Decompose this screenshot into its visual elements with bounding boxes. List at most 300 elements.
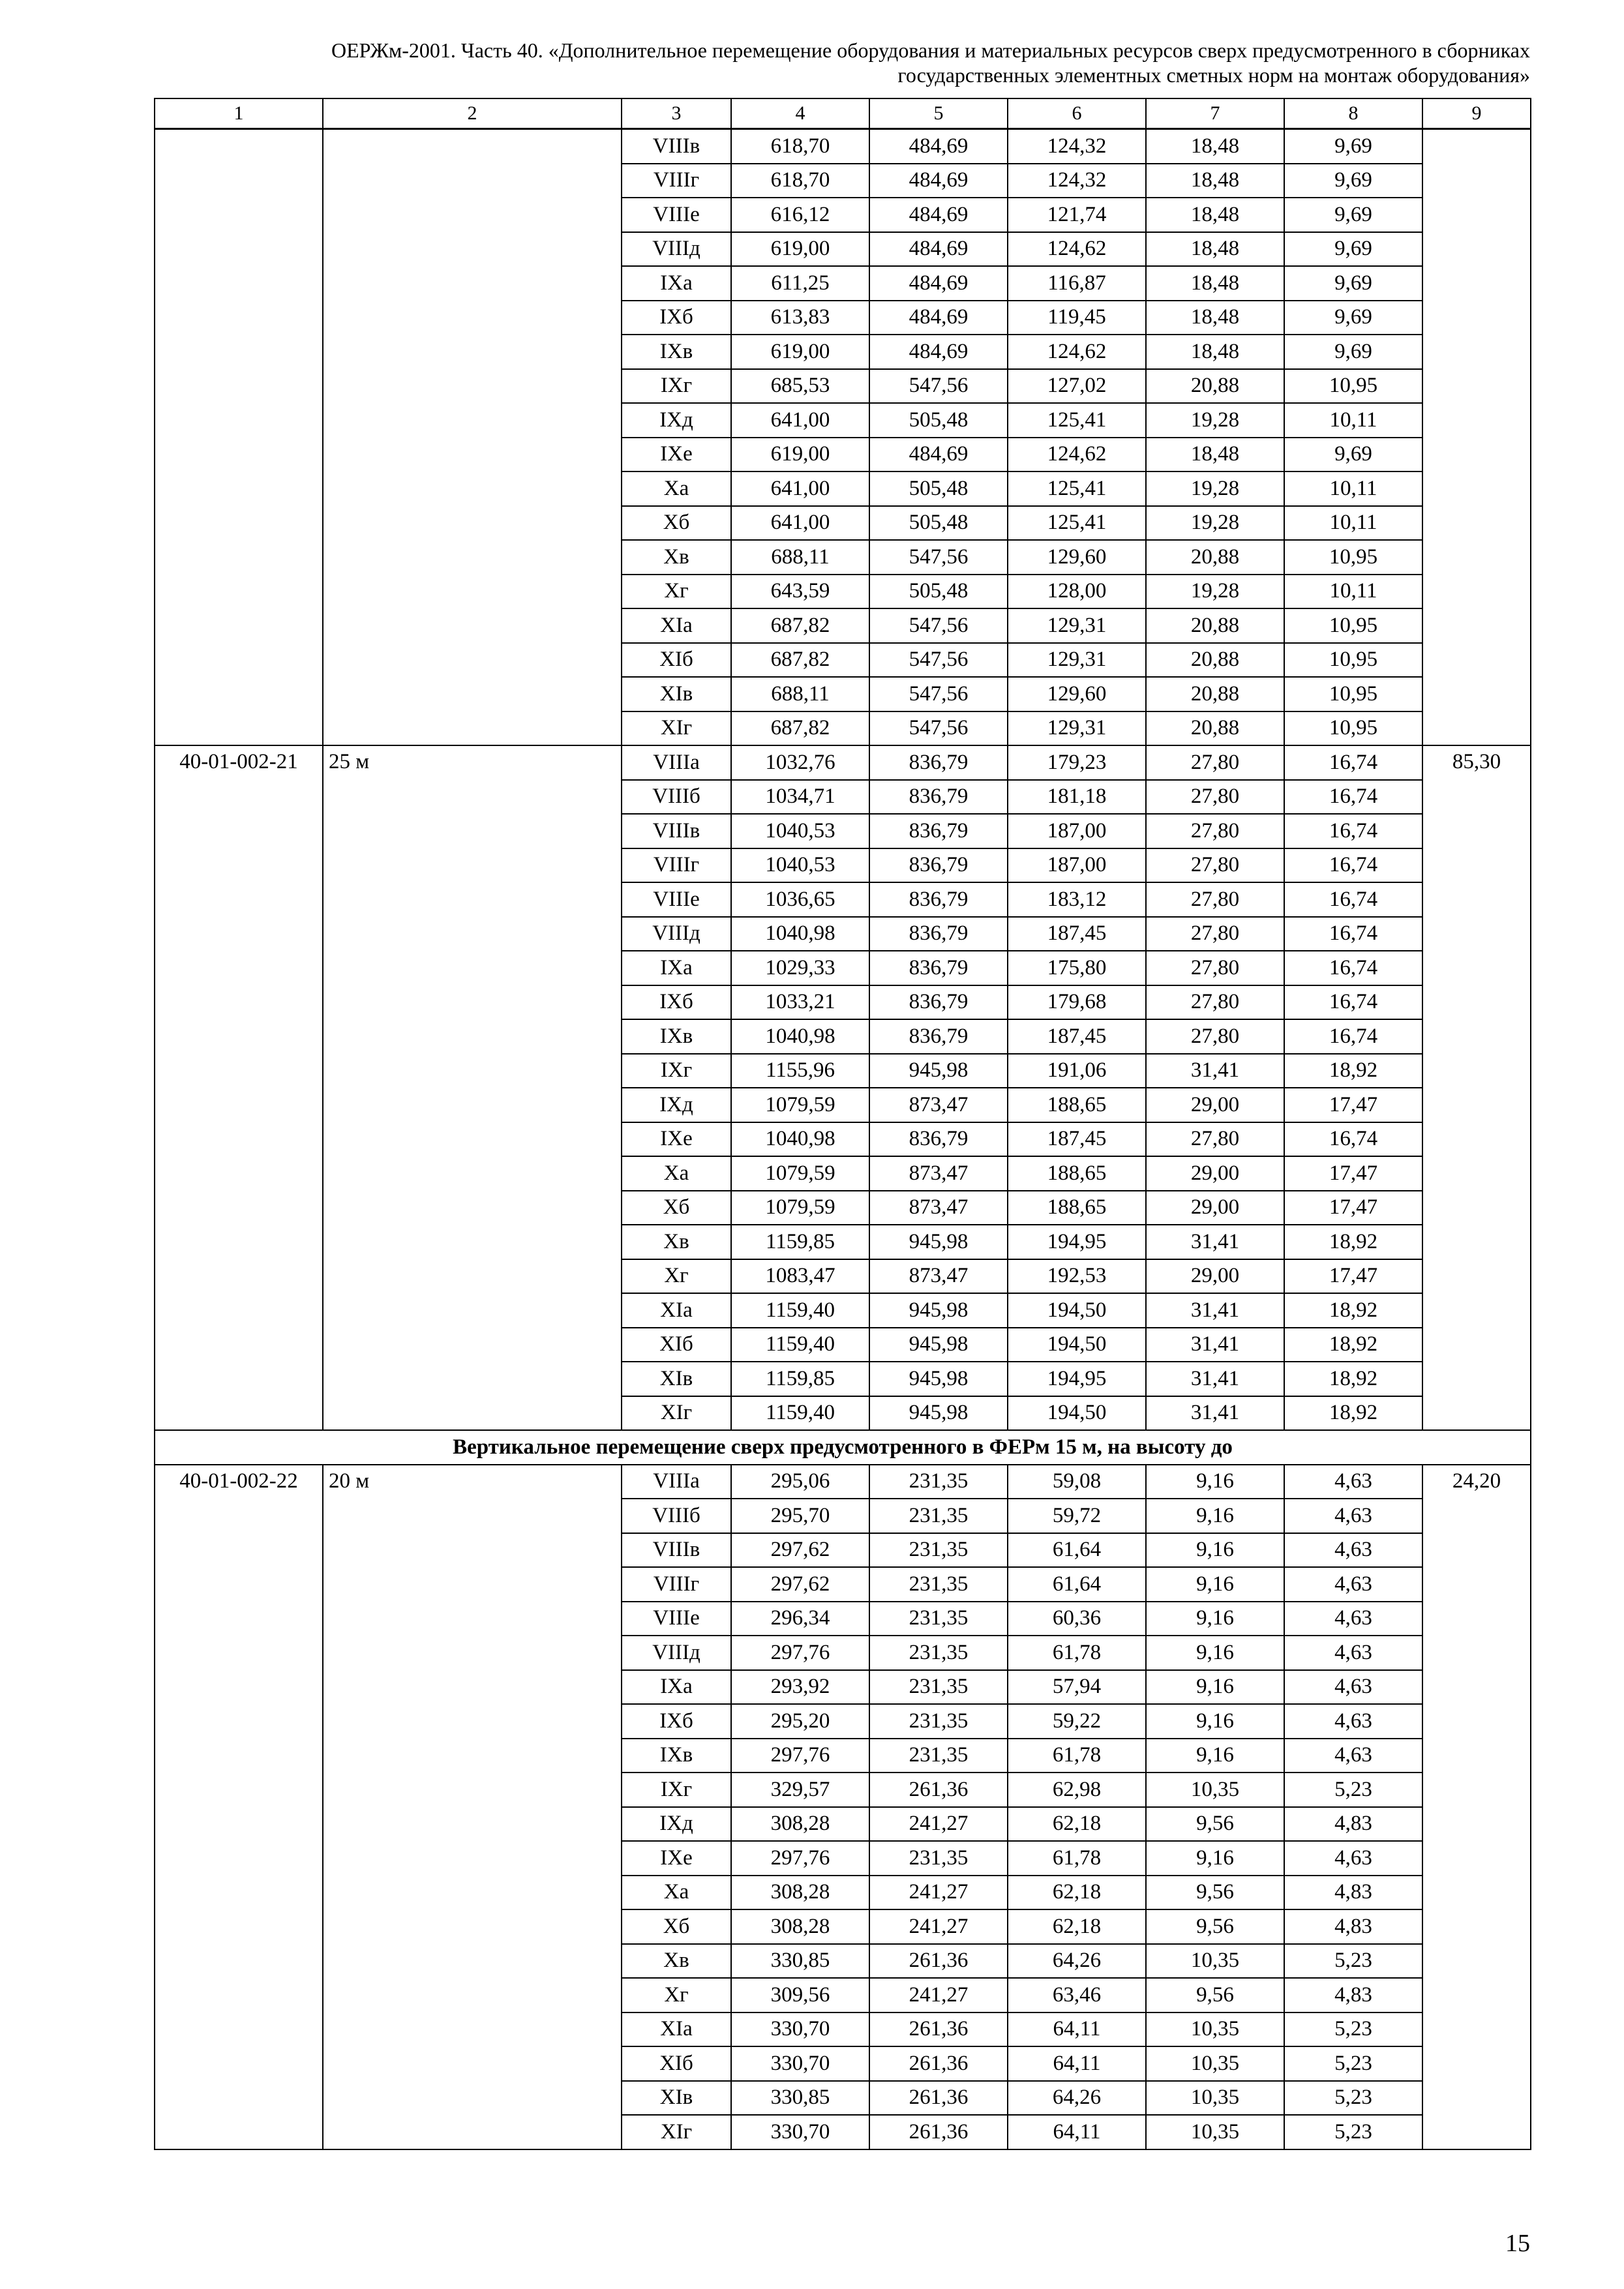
materials-cell: 16,74 [1284,1122,1422,1157]
materials-cell: 5,23 [1284,2046,1422,2081]
machinist-wages-cell: 31,41 [1146,1054,1284,1088]
machinist-wages-cell: 20,88 [1146,711,1284,746]
total-cost-cell: 643,59 [731,575,869,609]
category-cell: Xа [622,1156,731,1191]
total-cost-cell: 641,00 [731,471,869,506]
page-number: 15 [1505,2230,1530,2257]
category-cell: VIIIд [622,1636,731,1670]
total-cost-cell: 308,28 [731,1876,869,1910]
wages-cell: 505,48 [869,575,1008,609]
machinist-wages-cell: 27,80 [1146,745,1284,780]
machinist-wages-cell: 29,00 [1146,1156,1284,1191]
total-cost-cell: 296,34 [731,1602,869,1636]
code-cell: 40-01-002-21 [155,745,323,1430]
machinery-cell: 191,06 [1008,1054,1146,1088]
materials-cell: 4,63 [1284,1602,1422,1636]
wages-cell: 231,35 [869,1567,1008,1602]
wages-cell: 547,56 [869,369,1008,404]
header-line-1: ОЕРЖм-2001. Часть 40. «Дополнительное перемещение оборудования и материальных ресурсов сверх предусмотренного в сборниках [331,38,1530,62]
materials-cell: 9,69 [1284,232,1422,267]
machinery-cell: 187,00 [1008,814,1146,848]
column-number: 3 [622,98,731,129]
wages-cell: 241,27 [869,1876,1008,1910]
machinery-cell: 187,00 [1008,848,1146,883]
extra-cell [1422,129,1531,746]
category-cell: XIг [622,711,731,746]
machinery-cell: 188,65 [1008,1191,1146,1225]
machinery-cell: 64,11 [1008,2115,1146,2149]
total-cost-cell: 1079,59 [731,1156,869,1191]
total-cost-cell: 295,70 [731,1499,869,1533]
machinery-cell: 194,50 [1008,1293,1146,1328]
total-cost-cell: 685,53 [731,369,869,404]
wages-cell: 484,69 [869,232,1008,267]
machinist-wages-cell: 9,16 [1146,1567,1284,1602]
total-cost-cell: 618,70 [731,129,869,164]
machinist-wages-cell: 19,28 [1146,506,1284,541]
machinery-cell: 124,62 [1008,232,1146,267]
materials-cell: 18,92 [1284,1362,1422,1396]
total-cost-cell: 618,70 [731,164,869,198]
total-cost-cell: 297,62 [731,1567,869,1602]
category-cell: VIIIд [622,232,731,267]
machinist-wages-cell: 27,80 [1146,951,1284,985]
total-cost-cell: 330,70 [731,2012,869,2047]
materials-cell: 10,11 [1284,403,1422,438]
total-cost-cell: 293,92 [731,1670,869,1705]
category-cell: XIб [622,643,731,678]
height-cell: 20 м [323,1465,622,2149]
machinery-cell: 125,41 [1008,471,1146,506]
category-cell: IXг [622,1773,731,1807]
machinist-wages-cell: 9,16 [1146,1465,1284,1499]
wages-cell: 547,56 [869,643,1008,678]
total-cost-cell: 687,82 [731,643,869,678]
machinery-cell: 62,98 [1008,1773,1146,1807]
machinist-wages-cell: 9,56 [1146,1978,1284,2012]
machinery-cell: 127,02 [1008,369,1146,404]
height-cell [323,129,622,746]
materials-cell: 17,47 [1284,1259,1422,1294]
total-cost-cell: 297,76 [731,1841,869,1876]
machinist-wages-cell: 9,16 [1146,1841,1284,1876]
machinery-cell: 61,64 [1008,1533,1146,1568]
machinist-wages-cell: 29,00 [1146,1191,1284,1225]
total-cost-cell: 1079,59 [731,1191,869,1225]
section-row [155,1430,1531,1465]
category-cell: Xа [622,1876,731,1910]
machinery-cell: 59,22 [1008,1704,1146,1739]
machinery-cell: 64,11 [1008,2012,1146,2047]
materials-cell: 16,74 [1284,917,1422,951]
wages-cell: 241,27 [869,1978,1008,2012]
category-cell: VIIIг [622,164,731,198]
total-cost-cell: 641,00 [731,403,869,438]
wages-cell: 231,35 [869,1704,1008,1739]
machinery-cell: 129,31 [1008,608,1146,643]
category-cell: IXе [622,438,731,472]
wages-cell: 945,98 [869,1328,1008,1362]
wages-cell: 836,79 [869,882,1008,917]
total-cost-cell: 616,12 [731,198,869,232]
machinist-wages-cell: 18,48 [1146,129,1284,164]
category-cell: IXб [622,985,731,1020]
total-cost-cell: 1032,76 [731,745,869,780]
machinery-cell: 121,74 [1008,198,1146,232]
total-cost-cell: 1040,98 [731,1019,869,1054]
total-cost-cell: 1159,40 [731,1293,869,1328]
machinist-wages-cell: 9,16 [1146,1636,1284,1670]
category-cell: IXд [622,1807,731,1842]
materials-cell: 4,83 [1284,1876,1422,1910]
total-cost-cell: 687,82 [731,608,869,643]
total-cost-cell: 329,57 [731,1773,869,1807]
wages-cell: 231,35 [869,1636,1008,1670]
wages-cell: 231,35 [869,1841,1008,1876]
materials-cell: 10,11 [1284,575,1422,609]
category-cell: XIв [622,2081,731,2116]
materials-cell: 4,63 [1284,1465,1422,1499]
machinery-cell: 124,32 [1008,129,1146,164]
price-table [154,98,1531,2150]
total-cost-cell: 1040,53 [731,814,869,848]
wages-cell: 873,47 [869,1259,1008,1294]
materials-cell: 4,83 [1284,1807,1422,1842]
materials-cell: 9,69 [1284,438,1422,472]
category-cell: Xг [622,1978,731,2012]
table-row [155,129,1531,164]
total-cost-cell: 619,00 [731,438,869,472]
machinist-wages-cell: 31,41 [1146,1396,1284,1431]
machinery-cell: 129,31 [1008,643,1146,678]
wages-cell: 484,69 [869,301,1008,335]
total-cost-cell: 1040,98 [731,1122,869,1157]
total-cost-cell: 688,11 [731,677,869,711]
wages-cell: 836,79 [869,917,1008,951]
wages-cell: 945,98 [869,1225,1008,1259]
materials-cell: 4,63 [1284,1670,1422,1705]
machinist-wages-cell: 10,35 [1146,2081,1284,2116]
materials-cell: 10,11 [1284,471,1422,506]
total-cost-cell: 309,56 [731,1978,869,2012]
category-cell: Xв [622,540,731,575]
machinery-cell: 128,00 [1008,575,1146,609]
total-cost-cell: 297,76 [731,1636,869,1670]
machinist-wages-cell: 27,80 [1146,780,1284,815]
machinist-wages-cell: 27,80 [1146,814,1284,848]
machinery-cell: 63,46 [1008,1978,1146,2012]
materials-cell: 16,74 [1284,985,1422,1020]
materials-cell: 16,74 [1284,1019,1422,1054]
machinist-wages-cell: 31,41 [1146,1328,1284,1362]
total-cost-cell: 641,00 [731,506,869,541]
wages-cell: 945,98 [869,1362,1008,1396]
wages-cell: 505,48 [869,403,1008,438]
page-header [154,38,1530,87]
category-cell: XIа [622,608,731,643]
machinist-wages-cell: 27,80 [1146,1019,1284,1054]
total-cost-cell: 1036,65 [731,882,869,917]
materials-cell: 4,63 [1284,1499,1422,1533]
total-cost-cell: 619,00 [731,335,869,369]
machinery-cell: 116,87 [1008,266,1146,301]
machinist-wages-cell: 29,00 [1146,1088,1284,1122]
machinist-wages-cell: 31,41 [1146,1362,1284,1396]
wages-cell: 231,35 [869,1533,1008,1568]
wages-cell: 836,79 [869,951,1008,985]
category-cell: VIIIа [622,1465,731,1499]
machinist-wages-cell: 9,16 [1146,1499,1284,1533]
wages-cell: 241,27 [869,1909,1008,1944]
wages-cell: 836,79 [869,745,1008,780]
total-cost-cell: 619,00 [731,232,869,267]
machinist-wages-cell: 9,56 [1146,1909,1284,1944]
wages-cell: 484,69 [869,129,1008,164]
machinist-wages-cell: 10,35 [1146,2012,1284,2047]
wages-cell: 547,56 [869,711,1008,746]
wages-cell: 547,56 [869,677,1008,711]
code-cell: 40-01-002-22 [155,1465,323,2149]
category-cell: IXв [622,1739,731,1773]
materials-cell: 4,83 [1284,1978,1422,2012]
wages-cell: 945,98 [869,1293,1008,1328]
category-cell: IXе [622,1841,731,1876]
machinist-wages-cell: 18,48 [1146,266,1284,301]
category-cell: Xг [622,1259,731,1294]
wages-cell: 484,69 [869,198,1008,232]
section-title: Вертикальное перемещение сверх предусмотренного в ФЕРм 15 м, на высоту до [155,1430,1531,1465]
total-cost-cell: 308,28 [731,1807,869,1842]
materials-cell: 5,23 [1284,2012,1422,2047]
total-cost-cell: 295,06 [731,1465,869,1499]
materials-cell: 9,69 [1284,335,1422,369]
total-cost-cell: 1159,40 [731,1328,869,1362]
extra-cell: 24,20 [1422,1465,1531,2149]
category-cell: XIг [622,1396,731,1431]
category-cell: XIг [622,2115,731,2149]
machinist-wages-cell: 9,16 [1146,1602,1284,1636]
extra-cell: 85,30 [1422,745,1531,1430]
machinery-cell: 62,18 [1008,1876,1146,1910]
category-cell: Xа [622,471,731,506]
category-cell: XIа [622,1293,731,1328]
wages-cell: 836,79 [869,1019,1008,1054]
materials-cell: 9,69 [1284,301,1422,335]
total-cost-cell: 330,70 [731,2046,869,2081]
total-cost-cell: 1040,53 [731,848,869,883]
machinery-cell: 175,80 [1008,951,1146,985]
machinery-cell: 124,62 [1008,438,1146,472]
wages-cell: 505,48 [869,506,1008,541]
wages-cell: 873,47 [869,1191,1008,1225]
machinist-wages-cell: 10,35 [1146,2115,1284,2149]
materials-cell: 4,63 [1284,1636,1422,1670]
materials-cell: 10,95 [1284,369,1422,404]
machinery-cell: 64,26 [1008,2081,1146,2116]
machinist-wages-cell: 9,56 [1146,1876,1284,1910]
category-cell: IXб [622,301,731,335]
machinist-wages-cell: 18,48 [1146,301,1284,335]
category-cell: VIIIб [622,780,731,815]
materials-cell: 16,74 [1284,882,1422,917]
machinery-cell: 61,78 [1008,1841,1146,1876]
category-cell: VIIIв [622,814,731,848]
wages-cell: 231,35 [869,1602,1008,1636]
wages-cell: 505,48 [869,471,1008,506]
wages-cell: 873,47 [869,1156,1008,1191]
machinist-wages-cell: 27,80 [1146,848,1284,883]
machinery-cell: 194,95 [1008,1225,1146,1259]
category-cell: IXд [622,403,731,438]
materials-cell: 16,74 [1284,848,1422,883]
materials-cell: 10,11 [1284,506,1422,541]
materials-cell: 18,92 [1284,1293,1422,1328]
machinery-cell: 64,26 [1008,1944,1146,1979]
wages-cell: 836,79 [869,780,1008,815]
machinist-wages-cell: 18,48 [1146,164,1284,198]
category-cell: IXа [622,951,731,985]
total-cost-cell: 1033,21 [731,985,869,1020]
total-cost-cell: 1159,85 [731,1225,869,1259]
machinery-cell: 61,78 [1008,1739,1146,1773]
machinery-cell: 59,08 [1008,1465,1146,1499]
materials-cell: 4,63 [1284,1739,1422,1773]
machinist-wages-cell: 19,28 [1146,403,1284,438]
machinist-wages-cell: 9,56 [1146,1807,1284,1842]
wages-cell: 261,36 [869,2012,1008,2047]
machinist-wages-cell: 18,48 [1146,438,1284,472]
wages-cell: 484,69 [869,164,1008,198]
materials-cell: 16,74 [1284,814,1422,848]
column-number: 8 [1284,98,1422,129]
machinist-wages-cell: 27,80 [1146,1122,1284,1157]
machinery-cell: 125,41 [1008,506,1146,541]
category-cell: IXв [622,1019,731,1054]
category-cell: Xв [622,1944,731,1979]
total-cost-cell: 1155,96 [731,1054,869,1088]
machinist-wages-cell: 10,35 [1146,2046,1284,2081]
category-cell: IXа [622,1670,731,1705]
machinery-cell: 187,45 [1008,917,1146,951]
machinist-wages-cell: 31,41 [1146,1293,1284,1328]
total-cost-cell: 1159,85 [731,1362,869,1396]
machinery-cell: 129,31 [1008,711,1146,746]
machinist-wages-cell: 29,00 [1146,1259,1284,1294]
machinery-cell: 61,78 [1008,1636,1146,1670]
machinery-cell: 64,11 [1008,2046,1146,2081]
materials-cell: 10,95 [1284,608,1422,643]
category-cell: VIIIв [622,1533,731,1568]
wages-cell: 836,79 [869,1122,1008,1157]
category-cell: IXа [622,266,731,301]
machinery-cell: 194,95 [1008,1362,1146,1396]
machinery-cell: 125,41 [1008,403,1146,438]
wages-cell: 873,47 [869,1088,1008,1122]
machinery-cell: 61,64 [1008,1567,1146,1602]
machinery-cell: 62,18 [1008,1909,1146,1944]
column-number: 9 [1422,98,1531,129]
total-cost-cell: 613,83 [731,301,869,335]
machinery-cell: 187,45 [1008,1019,1146,1054]
total-cost-cell: 1034,71 [731,780,869,815]
machinery-cell: 181,18 [1008,780,1146,815]
materials-cell: 5,23 [1284,2115,1422,2149]
category-cell: IXг [622,1054,731,1088]
table-row [155,745,1531,780]
category-cell: IXе [622,1122,731,1157]
wages-cell: 261,36 [869,1773,1008,1807]
wages-cell: 231,35 [869,1670,1008,1705]
category-cell: VIIIа [622,745,731,780]
materials-cell: 5,23 [1284,1773,1422,1807]
machinery-cell: 57,94 [1008,1670,1146,1705]
materials-cell: 18,92 [1284,1225,1422,1259]
materials-cell: 9,69 [1284,266,1422,301]
total-cost-cell: 611,25 [731,266,869,301]
category-cell: Xв [622,1225,731,1259]
machinery-cell: 129,60 [1008,540,1146,575]
machinist-wages-cell: 20,88 [1146,608,1284,643]
machinist-wages-cell: 18,48 [1146,232,1284,267]
materials-cell: 4,83 [1284,1909,1422,1944]
materials-cell: 5,23 [1284,2081,1422,2116]
total-cost-cell: 1029,33 [731,951,869,985]
category-cell: Xг [622,575,731,609]
category-cell: XIв [622,1362,731,1396]
machinist-wages-cell: 27,80 [1146,882,1284,917]
column-number: 7 [1146,98,1284,129]
machinery-cell: 188,65 [1008,1156,1146,1191]
materials-cell: 9,69 [1284,164,1422,198]
machinery-cell: 59,72 [1008,1499,1146,1533]
machinery-cell: 194,50 [1008,1328,1146,1362]
wages-cell: 547,56 [869,540,1008,575]
wages-cell: 261,36 [869,1944,1008,1979]
category-cell: XIб [622,1328,731,1362]
header-line-2: государственных элементных сметных норм на монтаж оборудования» [897,63,1530,87]
machinist-wages-cell: 10,35 [1146,1773,1284,1807]
category-cell: VIIIе [622,882,731,917]
category-cell: VIIIб [622,1499,731,1533]
materials-cell: 5,23 [1284,1944,1422,1979]
machinist-wages-cell: 20,88 [1146,540,1284,575]
wages-cell: 261,36 [869,2046,1008,2081]
total-cost-cell: 1083,47 [731,1259,869,1294]
machinist-wages-cell: 20,88 [1146,369,1284,404]
materials-cell: 4,63 [1284,1533,1422,1568]
table-body [155,98,1531,2149]
category-cell: VIIIг [622,848,731,883]
machinery-cell: 119,45 [1008,301,1146,335]
materials-cell: 17,47 [1284,1088,1422,1122]
total-cost-cell: 687,82 [731,711,869,746]
machinery-cell: 179,68 [1008,985,1146,1020]
materials-cell: 18,92 [1284,1396,1422,1431]
machinery-cell: 183,12 [1008,882,1146,917]
total-cost-cell: 1159,40 [731,1396,869,1431]
height-cell: 25 м [323,745,622,1430]
materials-cell: 4,63 [1284,1841,1422,1876]
wages-cell: 484,69 [869,266,1008,301]
total-cost-cell: 330,85 [731,1944,869,1979]
table-row [155,1465,1531,1499]
category-cell: VIIIд [622,917,731,951]
materials-cell: 18,92 [1284,1054,1422,1088]
materials-cell: 16,74 [1284,745,1422,780]
category-cell: VIIIв [622,129,731,164]
machinist-wages-cell: 19,28 [1146,575,1284,609]
materials-cell: 10,95 [1284,677,1422,711]
